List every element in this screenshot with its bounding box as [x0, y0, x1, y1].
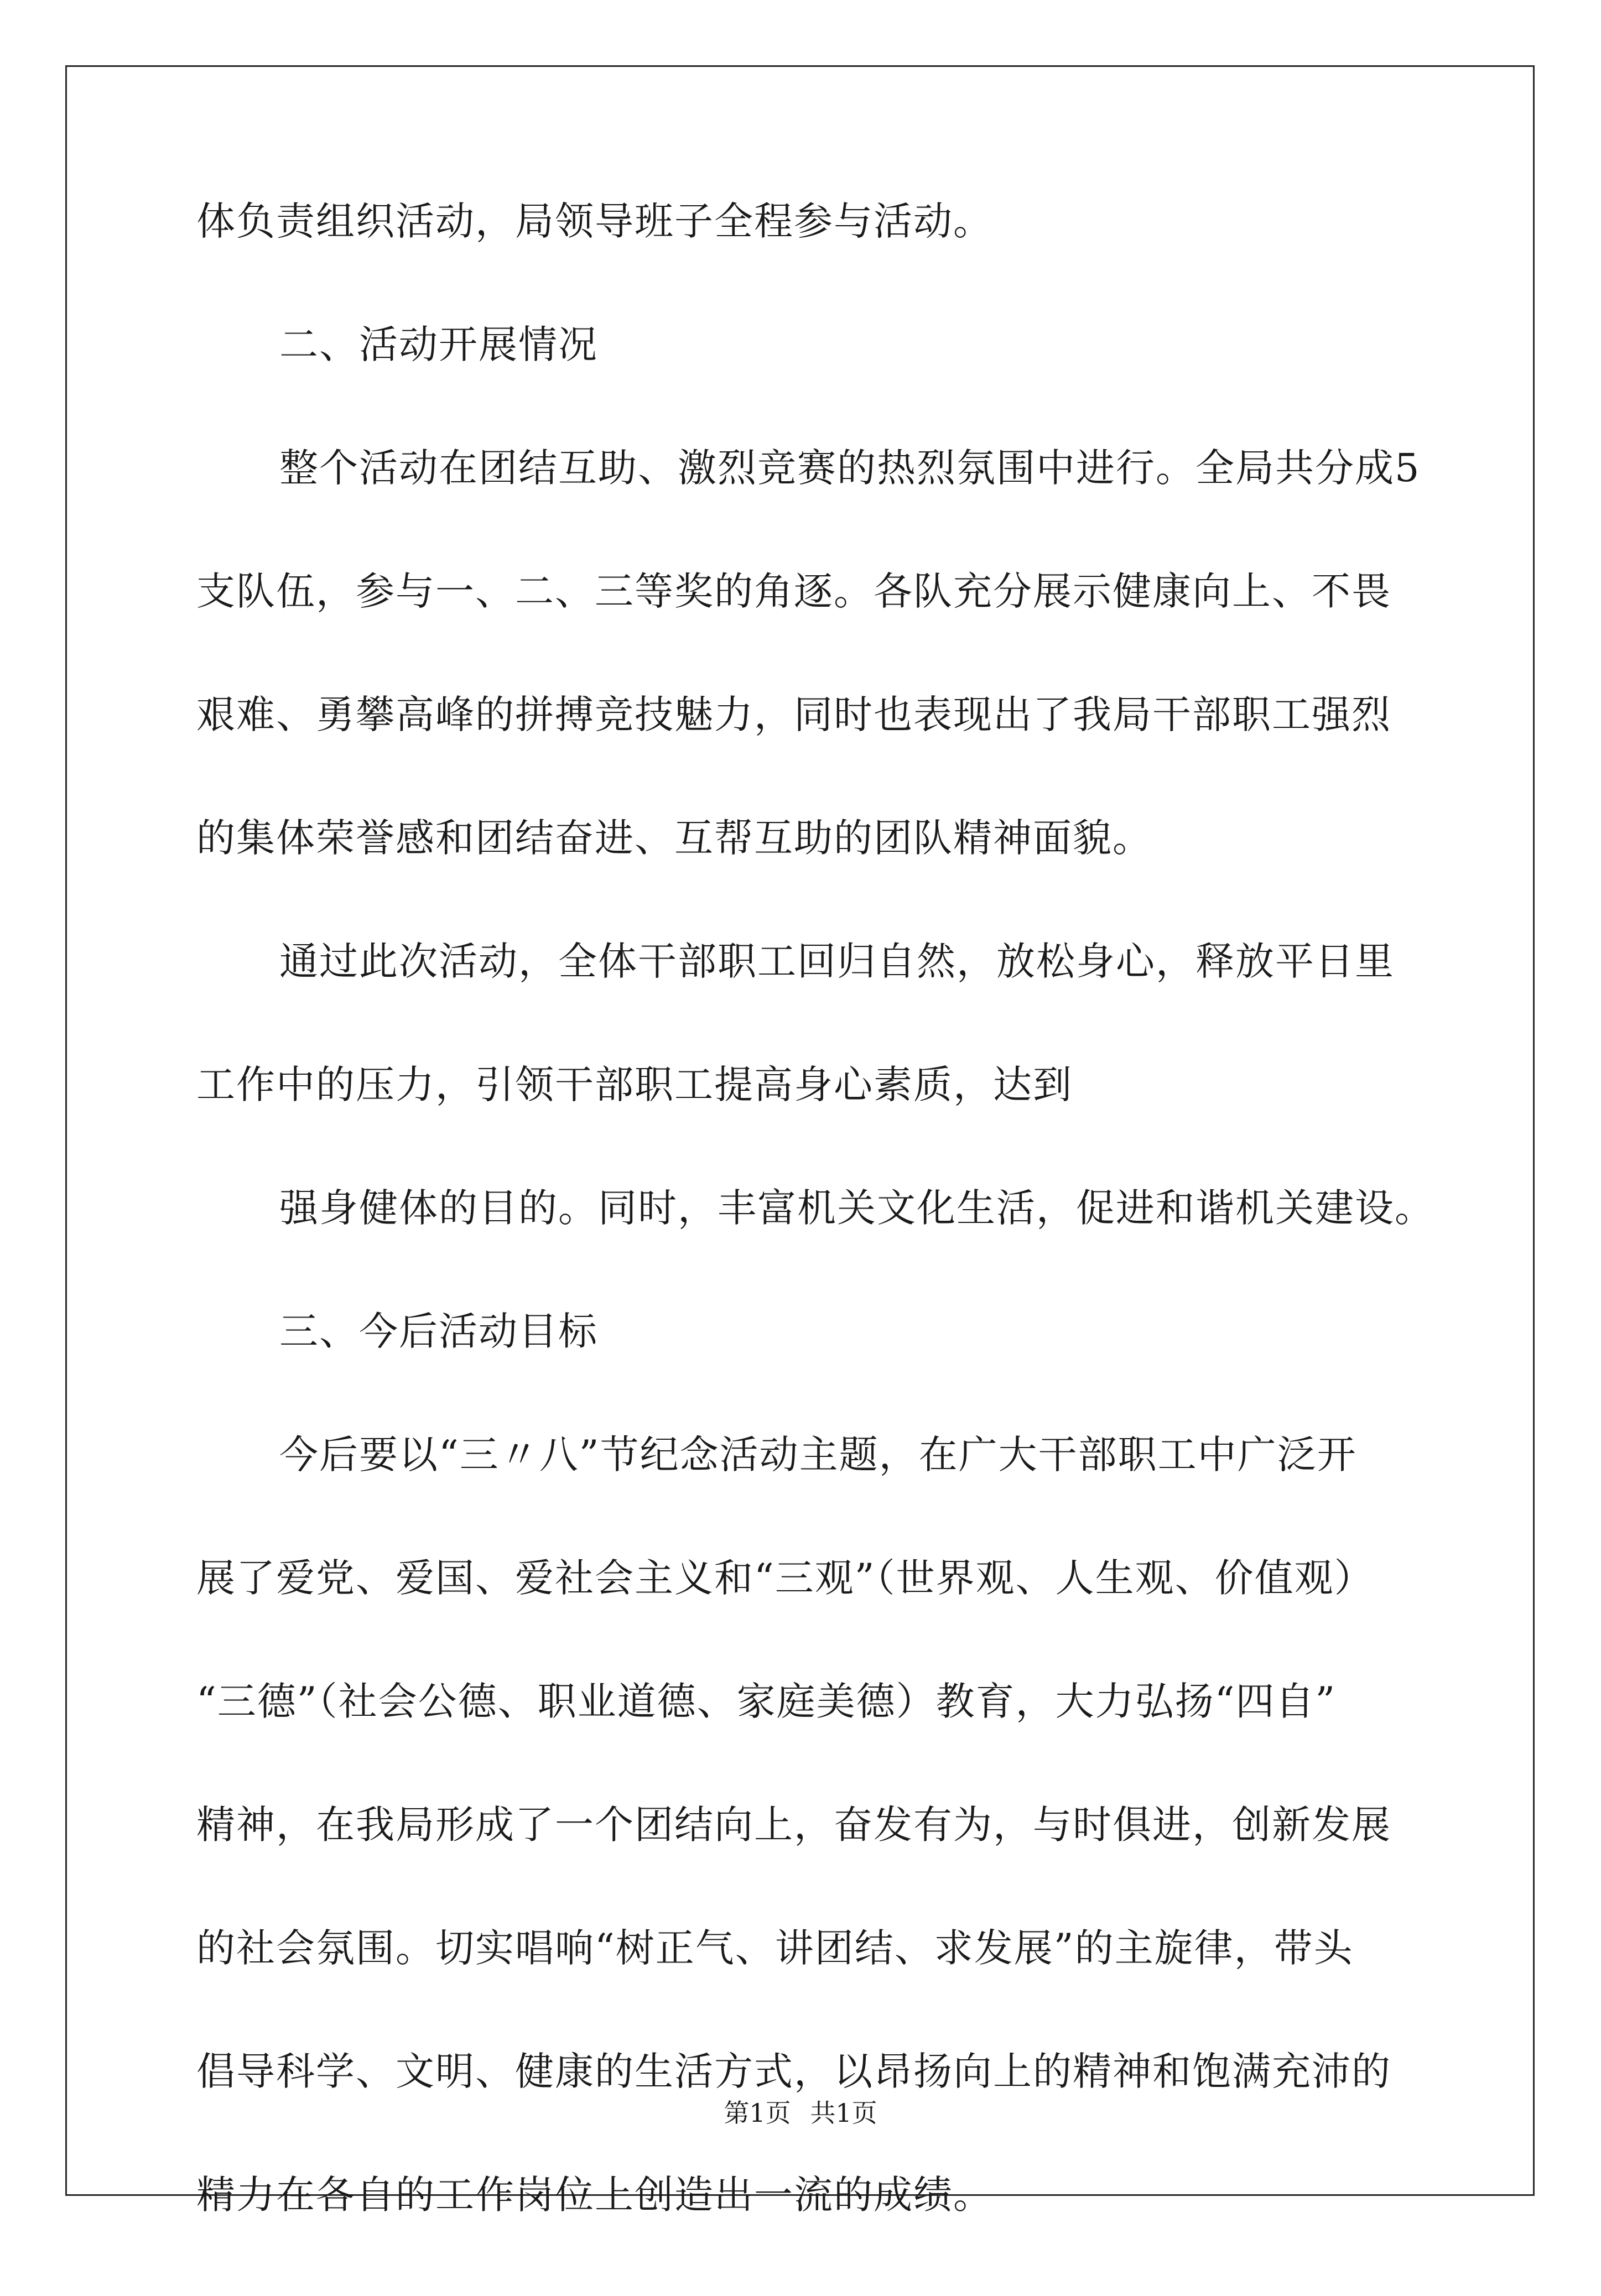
text-line-11: 今后要以“三〃八”节纪念活动主题，在广大干部职工中广泛开 [279, 1432, 1357, 1477]
text-line-5: 艰难、勇攀高峰的拼搏竞技魅力，同时也表现出了我局干部职工强烈 [196, 692, 1391, 737]
text-line-9: 强身健体的目的。同时，丰富机关文化生活，促进和谐机关建设。 [279, 1185, 1434, 1231]
document-body [196, 199, 1447, 2296]
text-line-17: 精力在各自的工作岗位上创造出一流的成绩。 [196, 2172, 993, 2217]
page-number: 第1页 [724, 2098, 791, 2128]
text-line-14: 精神，在我局形成了一个团结向上，奋发有为，与时俱进，创新发展 [196, 1802, 1391, 1847]
text-line-3: 整个活动在团结互助、激烈竞赛的热烈氛围中进行。全局共分成5 [279, 445, 1421, 491]
text-line-15: 的社会氛围。切实唱响“树正气、讲团结、求发展”的主旋律，带头 [196, 1925, 1354, 1971]
text-line-12: 展了爱党、爱国、爱社会主义和“三观”（世界观、人生观、价值观） [196, 1555, 1374, 1601]
section-heading-3: 三、今后活动目标 [279, 1309, 598, 1354]
text-line-8: 工作中的压力，引领干部职工提高身心素质，达到 [196, 1062, 1073, 1107]
text-line-6: 的集体荣誉感和团结奋进、互帮互助的团队精神面貌。 [196, 815, 1152, 861]
text-line-4: 支队伍，参与一、二、三等奖的角逐。各队充分展示健康向上、不畏 [196, 569, 1391, 614]
text-line-1: 体负责组织活动，局领导班子全程参与活动。 [196, 199, 993, 244]
section-heading-2: 二、活动开展情况 [279, 322, 598, 367]
page-total: 共1页 [810, 2098, 877, 2128]
page-footer [0, 2097, 1601, 2128]
text-line-16: 倡导科学、文明、健康的生活方式，以昂扬向上的精神和饱满充沛的 [196, 2049, 1391, 2094]
text-line-13: “三德”（社会公德、职业道德、家庭美德）教育，大力弘扬“四自” [196, 1679, 1337, 1724]
text-line-7: 通过此次活动，全体干部职工回归自然，放松身心，释放平日里 [279, 939, 1395, 984]
